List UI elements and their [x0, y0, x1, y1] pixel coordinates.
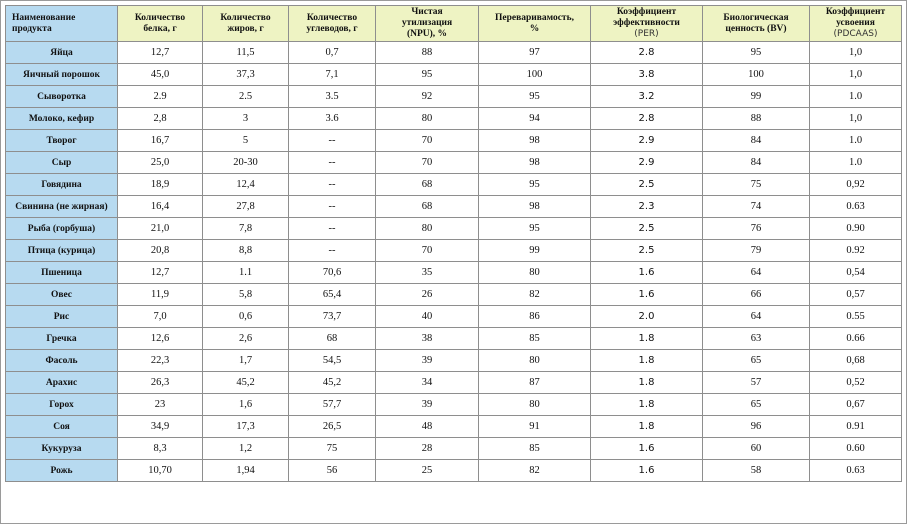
- protein-value: 12,7: [118, 262, 203, 284]
- fat-value: 2,6: [203, 328, 289, 350]
- fat-value: 45,2: [203, 372, 289, 394]
- per-value: 2.5: [591, 240, 703, 262]
- table-row: [6, 86, 902, 108]
- table-row: [6, 416, 902, 438]
- table-row: [6, 460, 902, 482]
- product-name: Пшеница: [6, 262, 118, 284]
- carbs-value: 70,6: [289, 262, 376, 284]
- per-value: 1.8: [591, 372, 703, 394]
- carbs-value: 73,7: [289, 306, 376, 328]
- digestibility-value: 94: [479, 108, 591, 130]
- bv-value: 65: [703, 350, 810, 372]
- pdcaas-value: 0,52: [810, 372, 902, 394]
- header-text-line: (PDCAAS): [833, 29, 878, 39]
- protein-value: 2.9: [118, 86, 203, 108]
- header-text-line: эффективности: [613, 18, 680, 28]
- product-name: Рыба (горбуша): [6, 218, 118, 240]
- header-text-line: белка, г: [143, 23, 177, 34]
- fat-value: 27,8: [203, 196, 289, 218]
- protein-value: 23: [118, 394, 203, 416]
- per-value: 2.5: [591, 174, 703, 196]
- header-text-line: жиров, г: [227, 23, 264, 34]
- header-text-line: углеводов, г: [306, 23, 358, 34]
- pdcaas-value: 1.0: [810, 130, 902, 152]
- per-value: 1.8: [591, 394, 703, 416]
- carbs-value: --: [289, 218, 376, 240]
- header-digestibility: [479, 6, 591, 42]
- protein-value: 45,0: [118, 64, 203, 86]
- fat-value: 37,3: [203, 64, 289, 86]
- digestibility-value: 91: [479, 416, 591, 438]
- fat-value: 2.5: [203, 86, 289, 108]
- npu-value: 25: [376, 460, 479, 482]
- npu-value: 40: [376, 306, 479, 328]
- header-protein: [118, 6, 203, 42]
- carbs-value: 75: [289, 438, 376, 460]
- per-value: 2.8: [591, 42, 703, 64]
- pdcaas-value: 0.91: [810, 416, 902, 438]
- fat-value: 0,6: [203, 306, 289, 328]
- pdcaas-value: 1.0: [810, 152, 902, 174]
- table-row: [6, 438, 902, 460]
- digestibility-value: 85: [479, 328, 591, 350]
- pdcaas-value: 0,68: [810, 350, 902, 372]
- table-row: [6, 152, 902, 174]
- header-row: [6, 6, 902, 42]
- header-text-line: Чистая: [411, 7, 443, 17]
- bv-value: 96: [703, 416, 810, 438]
- bv-value: 58: [703, 460, 810, 482]
- per-value: 2.8: [591, 108, 703, 130]
- npu-value: 68: [376, 174, 479, 196]
- bv-value: 84: [703, 152, 810, 174]
- header-text-line: Биологическая: [723, 12, 789, 23]
- fat-value: 7,8: [203, 218, 289, 240]
- protein-value: 25,0: [118, 152, 203, 174]
- product-name: Сыворотка: [6, 86, 118, 108]
- bv-value: 63: [703, 328, 810, 350]
- bv-value: 88: [703, 108, 810, 130]
- npu-value: 92: [376, 86, 479, 108]
- table-row: [6, 394, 902, 416]
- carbs-value: --: [289, 196, 376, 218]
- digestibility-value: 97: [479, 42, 591, 64]
- pdcaas-value: 0,92: [810, 174, 902, 196]
- fat-value: 8,8: [203, 240, 289, 262]
- bv-value: 76: [703, 218, 810, 240]
- npu-value: 34: [376, 372, 479, 394]
- product-name: Овес: [6, 284, 118, 306]
- bv-value: 84: [703, 130, 810, 152]
- fat-value: 1,94: [203, 460, 289, 482]
- protein-value: 12,6: [118, 328, 203, 350]
- protein-value: 21,0: [118, 218, 203, 240]
- bv-value: 66: [703, 284, 810, 306]
- npu-value: 28: [376, 438, 479, 460]
- header-per: [591, 6, 703, 42]
- digestibility-value: 82: [479, 284, 591, 306]
- table-row: [6, 42, 902, 64]
- digestibility-value: 95: [479, 174, 591, 196]
- product-name: Птица (курица): [6, 240, 118, 262]
- table-row: [6, 108, 902, 130]
- header-text-line: ценность (BV): [725, 23, 787, 34]
- fat-value: 5: [203, 130, 289, 152]
- product-name: Горох: [6, 394, 118, 416]
- fat-value: 1.1: [203, 262, 289, 284]
- npu-value: 70: [376, 130, 479, 152]
- fat-value: 1,6: [203, 394, 289, 416]
- protein-value: 22,3: [118, 350, 203, 372]
- pdcaas-value: 0.66: [810, 328, 902, 350]
- fat-value: 1,2: [203, 438, 289, 460]
- header-text-line: Переваривамость,: [494, 12, 574, 23]
- pdcaas-value: 0.63: [810, 460, 902, 482]
- per-value: 2.9: [591, 130, 703, 152]
- per-value: 1.8: [591, 416, 703, 438]
- header-pdcaas: [810, 6, 902, 42]
- header-text-line: (PER): [634, 29, 659, 39]
- table-row: [6, 218, 902, 240]
- fat-value: 1,7: [203, 350, 289, 372]
- product-name: Молоко, кефир: [6, 108, 118, 130]
- fat-value: 5,8: [203, 284, 289, 306]
- per-value: 1.6: [591, 460, 703, 482]
- protein-value: 34,9: [118, 416, 203, 438]
- digestibility-value: 82: [479, 460, 591, 482]
- header-text-line: Количество: [134, 12, 186, 23]
- fat-value: 17,3: [203, 416, 289, 438]
- pdcaas-value: 1,0: [810, 42, 902, 64]
- table-row: [6, 350, 902, 372]
- header-text-line: усвоения: [836, 18, 875, 28]
- product-name: Кукуруза: [6, 438, 118, 460]
- digestibility-value: 98: [479, 152, 591, 174]
- product-name: Сыр: [6, 152, 118, 174]
- carbs-value: --: [289, 152, 376, 174]
- pdcaas-value: 0.63: [810, 196, 902, 218]
- table-row: [6, 240, 902, 262]
- product-name: Яйца: [6, 42, 118, 64]
- protein-value: 8,3: [118, 438, 203, 460]
- per-value: 2.0: [591, 306, 703, 328]
- per-value: 2.9: [591, 152, 703, 174]
- carbs-value: 0,7: [289, 42, 376, 64]
- fat-value: 12,4: [203, 174, 289, 196]
- digestibility-value: 80: [479, 394, 591, 416]
- pdcaas-value: 1.0: [810, 86, 902, 108]
- bv-value: 75: [703, 174, 810, 196]
- digestibility-value: 95: [479, 218, 591, 240]
- carbs-value: 65,4: [289, 284, 376, 306]
- product-name: Фасоль: [6, 350, 118, 372]
- per-value: 1.8: [591, 350, 703, 372]
- npu-value: 95: [376, 64, 479, 86]
- header-npu: [376, 6, 479, 42]
- bv-value: 64: [703, 306, 810, 328]
- fat-value: 11,5: [203, 42, 289, 64]
- header-text-line: %: [529, 23, 540, 34]
- table-row: [6, 284, 902, 306]
- product-name: Рожь: [6, 460, 118, 482]
- table-row: [6, 328, 902, 350]
- carbs-value: 56: [289, 460, 376, 482]
- digestibility-value: 100: [479, 64, 591, 86]
- product-name: Творог: [6, 130, 118, 152]
- npu-value: 39: [376, 350, 479, 372]
- product-name: Говядина: [6, 174, 118, 196]
- bv-value: 100: [703, 64, 810, 86]
- pdcaas-value: 1,0: [810, 64, 902, 86]
- header-bv: [703, 6, 810, 42]
- table-row: [6, 196, 902, 218]
- product-name: Арахис: [6, 372, 118, 394]
- digestibility-value: 85: [479, 438, 591, 460]
- bv-value: 79: [703, 240, 810, 262]
- header-text-line: Коэффициент: [616, 7, 677, 17]
- npu-value: 38: [376, 328, 479, 350]
- per-value: 3.2: [591, 86, 703, 108]
- digestibility-value: 87: [479, 372, 591, 394]
- table-row: [6, 174, 902, 196]
- npu-value: 80: [376, 218, 479, 240]
- header-text-line: Количество: [306, 12, 358, 23]
- protein-value: 10,70: [118, 460, 203, 482]
- pdcaas-value: 0.60: [810, 438, 902, 460]
- carbs-value: 57,7: [289, 394, 376, 416]
- protein-value: 11,9: [118, 284, 203, 306]
- carbs-value: 68: [289, 328, 376, 350]
- per-value: 1.8: [591, 328, 703, 350]
- product-name: Рис: [6, 306, 118, 328]
- pdcaas-value: 0,67: [810, 394, 902, 416]
- carbs-value: 45,2: [289, 372, 376, 394]
- table-row: [6, 64, 902, 86]
- protein-value: 16,4: [118, 196, 203, 218]
- product-name: Свинина (не жирная): [6, 196, 118, 218]
- product-name: Яичный порошок: [6, 64, 118, 86]
- bv-value: 57: [703, 372, 810, 394]
- carbs-value: 7,1: [289, 64, 376, 86]
- header-text-line: Наименование: [12, 12, 76, 23]
- header-text-line: (NPU), %: [406, 29, 448, 39]
- carbs-value: 3.6: [289, 108, 376, 130]
- carbs-value: --: [289, 174, 376, 196]
- header-product-name: [6, 6, 118, 42]
- table-row: [6, 306, 902, 328]
- digestibility-value: 95: [479, 86, 591, 108]
- npu-value: 26: [376, 284, 479, 306]
- carbs-value: --: [289, 240, 376, 262]
- bv-value: 65: [703, 394, 810, 416]
- protein-value: 18,9: [118, 174, 203, 196]
- carbs-value: 54,5: [289, 350, 376, 372]
- product-name: Гречка: [6, 328, 118, 350]
- npu-value: 35: [376, 262, 479, 284]
- carbs-value: 3.5: [289, 86, 376, 108]
- fat-value: 3: [203, 108, 289, 130]
- pdcaas-value: 0.92: [810, 240, 902, 262]
- protein-comparison-table: [5, 5, 902, 482]
- header-text-line: Количество: [220, 12, 271, 23]
- table-header: [6, 6, 902, 42]
- pdcaas-value: 0,54: [810, 262, 902, 284]
- protein-value: 16,7: [118, 130, 203, 152]
- header-text-line: утилизация: [401, 18, 453, 28]
- protein-value: 2,8: [118, 108, 203, 130]
- table-row: [6, 372, 902, 394]
- carbs-value: 26,5: [289, 416, 376, 438]
- per-value: 2.3: [591, 196, 703, 218]
- digestibility-value: 80: [479, 262, 591, 284]
- fat-value: 20-30: [203, 152, 289, 174]
- protein-value: 26,3: [118, 372, 203, 394]
- npu-value: 39: [376, 394, 479, 416]
- pdcaas-value: 1,0: [810, 108, 902, 130]
- bv-value: 74: [703, 196, 810, 218]
- npu-value: 70: [376, 152, 479, 174]
- pdcaas-value: 0.90: [810, 218, 902, 240]
- pdcaas-value: 0.55: [810, 306, 902, 328]
- table-row: [6, 262, 902, 284]
- header-text-line: продукта: [12, 23, 52, 34]
- header-carbs: [289, 6, 376, 42]
- header-fat: [203, 6, 289, 42]
- per-value: 1.6: [591, 262, 703, 284]
- per-value: 2.5: [591, 218, 703, 240]
- digestibility-value: 80: [479, 350, 591, 372]
- npu-value: 68: [376, 196, 479, 218]
- bv-value: 99: [703, 86, 810, 108]
- digestibility-value: 99: [479, 240, 591, 262]
- per-value: 1.6: [591, 284, 703, 306]
- protein-value: 20,8: [118, 240, 203, 262]
- table-row: [6, 130, 902, 152]
- carbs-value: --: [289, 130, 376, 152]
- protein-value: 7,0: [118, 306, 203, 328]
- npu-value: 70: [376, 240, 479, 262]
- npu-value: 80: [376, 108, 479, 130]
- product-name: Соя: [6, 416, 118, 438]
- npu-value: 88: [376, 42, 479, 64]
- header-text-line: Коэффициент: [825, 7, 886, 17]
- table-body: [6, 42, 902, 482]
- npu-value: 48: [376, 416, 479, 438]
- per-value: 3.8: [591, 64, 703, 86]
- digestibility-value: 98: [479, 130, 591, 152]
- per-value: 1.6: [591, 438, 703, 460]
- digestibility-value: 98: [479, 196, 591, 218]
- bv-value: 64: [703, 262, 810, 284]
- bv-value: 95: [703, 42, 810, 64]
- pdcaas-value: 0,57: [810, 284, 902, 306]
- digestibility-value: 86: [479, 306, 591, 328]
- bv-value: 60: [703, 438, 810, 460]
- protein-value: 12,7: [118, 42, 203, 64]
